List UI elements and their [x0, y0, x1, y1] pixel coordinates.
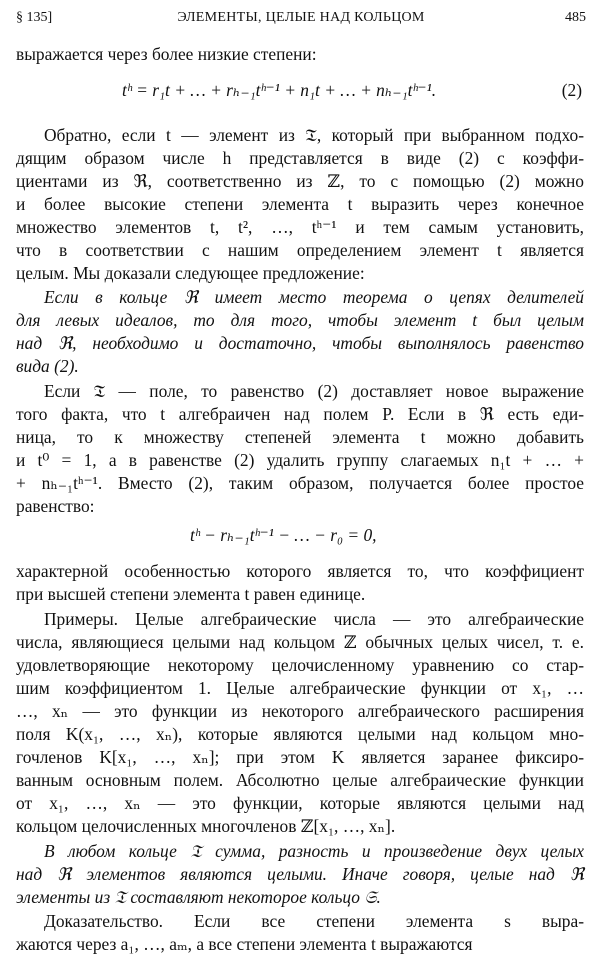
running-title: ЭЛЕМЕНТЫ, ЦЕЛЫЕ НАД КОЛЬЦОМ — [177, 10, 425, 25]
theorem-line: над ℜ, необходимо и достаточно, чтобы выполнялось равенство — [16, 333, 584, 353]
equation-2: tʰ = r₁t + … + rₕ₋₁tʰ⁻¹ + n₁t + … + nₕ₋₁tʰ⁻¹. — [122, 80, 437, 100]
text-line: числа, являющиеся целыми над кольцом ℤ обычных целых чисел, т. е. — [16, 632, 584, 652]
text-line: ванным основным полем. Абсолютно целые алгебраические функции — [16, 770, 584, 790]
text-line: множество элементов t, t², …, tʰ⁻¹ и тем самым установить, — [16, 217, 584, 237]
theorem-line: над ℜ элементов являются целыми. Иначе говоря, целые над ℜ — [16, 864, 584, 884]
theorem-line: В любом кольце 𝔗 сумма, разность и произведение двух целых — [44, 841, 584, 861]
text-line: что в соответствии с нашим определением элемент t является — [16, 240, 584, 260]
text-line: характерной особенностью которого является то, что коэффициент — [16, 561, 584, 581]
text-line: Обратно, если t — элемент из 𝔗, который при выбранном подхо- — [44, 125, 584, 145]
equation-3: tʰ − rₕ₋₁tʰ⁻¹ − … − r₀ = 0, — [190, 525, 377, 545]
text-line: при высшей степени элемента t равен единице. — [16, 584, 366, 604]
theorem-line: Если в кольце ℜ имеет место теорема о цепях делителей — [44, 287, 584, 307]
theorem-line: вида (2). — [16, 356, 79, 376]
theorem-line: для левых идеалов, то для того, чтобы элемент t был целым — [16, 310, 584, 330]
text-line: поля K(x₁, …, xₙ), которые являются целыми над кольцом мно- — [16, 724, 584, 744]
text-line: целым. Мы доказали следующее предложение: — [16, 263, 365, 283]
text-line: гочленов K[x₁, …, xₙ]; при этом K является заранее фиксиро- — [16, 747, 584, 767]
text-line: дящим образом числе h представляется в виде (2) с коэффи- — [16, 148, 584, 168]
text-line: кольцом целочисленных многочленов ℤ[x₁, …, xₙ]. — [16, 816, 396, 836]
text-line: выражается через более низкие степени: — [16, 44, 317, 64]
text-line: и t⁰ = 1, а в равенстве (2) удалить группу слагаемых n₁t + … + — [16, 450, 584, 470]
text-line: циентами из ℜ, соответственно из ℤ, то с помощью (2) можно — [16, 171, 584, 191]
text-line: …, xₙ — это функции из некоторого алгебраического расширения — [16, 701, 584, 721]
theorem-line: элементы из 𝔗 составляют некоторое кольцо 𝔖. — [16, 887, 381, 907]
text-line: равенство: — [16, 496, 95, 516]
text-line: Доказательство. Если все степени элемента s выра- — [44, 911, 584, 931]
text-line: + nₕ₋₁tʰ⁻¹. Вместо (2), таким образом, получается более простое — [16, 473, 584, 493]
text-line: и более высокие степени элемента t выразить через конечное — [16, 194, 584, 214]
text-line: жаются через a₁, …, aₘ, а все степени элемента t выражаются — [16, 934, 473, 954]
text-line: ница, то к множеству степеней элемента t можно добавить — [16, 427, 584, 447]
text-line: шим коэффициентом 1. Целые алгебраические функции от x₁, … — [16, 678, 584, 698]
equation-2-label: (2) — [561, 80, 582, 100]
text-line: того факта, что t алгебраичен над полем P. Если в ℜ есть еди- — [16, 404, 584, 424]
text-line: удовлетворяющие некоторому целочисленному уравнению со стар- — [16, 655, 584, 675]
section-number: § 135] — [16, 10, 53, 25]
text-line: от x₁, …, xₙ — это функции, которые являются целыми над — [16, 793, 584, 813]
text-line: Примеры. Целые алгебраические числа — это алгебраические — [44, 609, 584, 629]
page-number: 485 — [565, 10, 586, 25]
text-line: Если 𝔗 — поле, то равенство (2) доставляет новое выражение — [44, 381, 584, 401]
running-header — [16, 10, 586, 30]
